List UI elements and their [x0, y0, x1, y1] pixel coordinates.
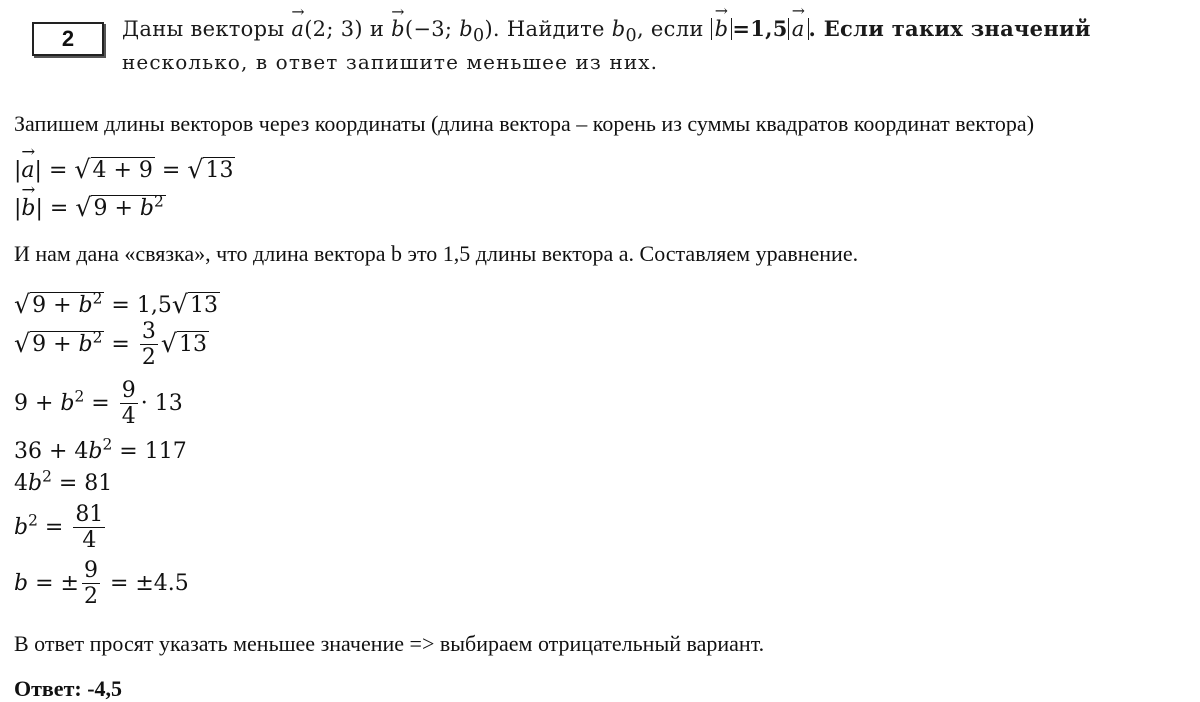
abs-vector-a: → a	[788, 18, 809, 40]
problem-number-box: 2	[32, 22, 104, 56]
length-a-formula: |→ a| = √4 + 9 = √13	[14, 155, 235, 184]
length-b-formula: |→ $b| = √9 + b^2$	[14, 193, 166, 222]
sqrt: √13	[187, 155, 234, 184]
vector-a: → a	[291, 17, 304, 41]
abs-vector-b: → b	[711, 18, 733, 40]
sqrt: √4 + 9	[74, 155, 153, 184]
fraction: $\frac{9}{2}$	[83, 558, 98, 609]
final-answer: Ответ: -4,5	[14, 676, 123, 701]
equation-step-7: b = ± $\frac{9}{2}$ = ±4.5	[14, 558, 189, 609]
equation-step-6: $b^2$ = $\frac{81}{4}$	[14, 502, 104, 553]
sqrt: $√9 + b^2$	[75, 192, 164, 222]
equation-step-2: $√9 + b^2$ = $\frac{3}{2}$ √13	[14, 319, 207, 370]
fraction: $\frac{81}{4}$	[75, 502, 104, 553]
problem-line-2: несколько, в ответ запишите меньшее из них.	[122, 50, 659, 74]
relation-text: И нам дана «связка», что длина вектора b это 1,5 длины вектора a. Составляем уравнение.	[14, 241, 859, 266]
equation-step-5: $4b^2 = 81$	[14, 467, 113, 496]
equation-step-4: $36 + 4b^2 = 117$	[14, 435, 187, 464]
conclusion-text: В ответ просят указать меньшее значение => выбираем отрицательный вариант.	[14, 631, 765, 656]
equation-step-3: $9 + b^2$ = $\frac{9}{4}$ · 13	[14, 378, 183, 429]
fraction: $\frac{9}{4}$	[121, 378, 136, 429]
fraction: $\frac{3}{2}$	[141, 319, 156, 370]
equation-step-1: $√9 + b^2 = 1,5√13$	[14, 289, 218, 319]
vector-b: → b	[391, 17, 405, 41]
problem-statement	[0, 0, 1200, 95]
problem-line-1: Даны векторы → a(2; 3) и → b(−3; $b_0$). Найдите $b_0$, если → b =1,5→ a . Если таких значений	[122, 16, 1091, 46]
solution-intro: Запишем длины векторов через координаты (длина вектора – корень из суммы квадратов координат вектора)	[14, 111, 1035, 136]
